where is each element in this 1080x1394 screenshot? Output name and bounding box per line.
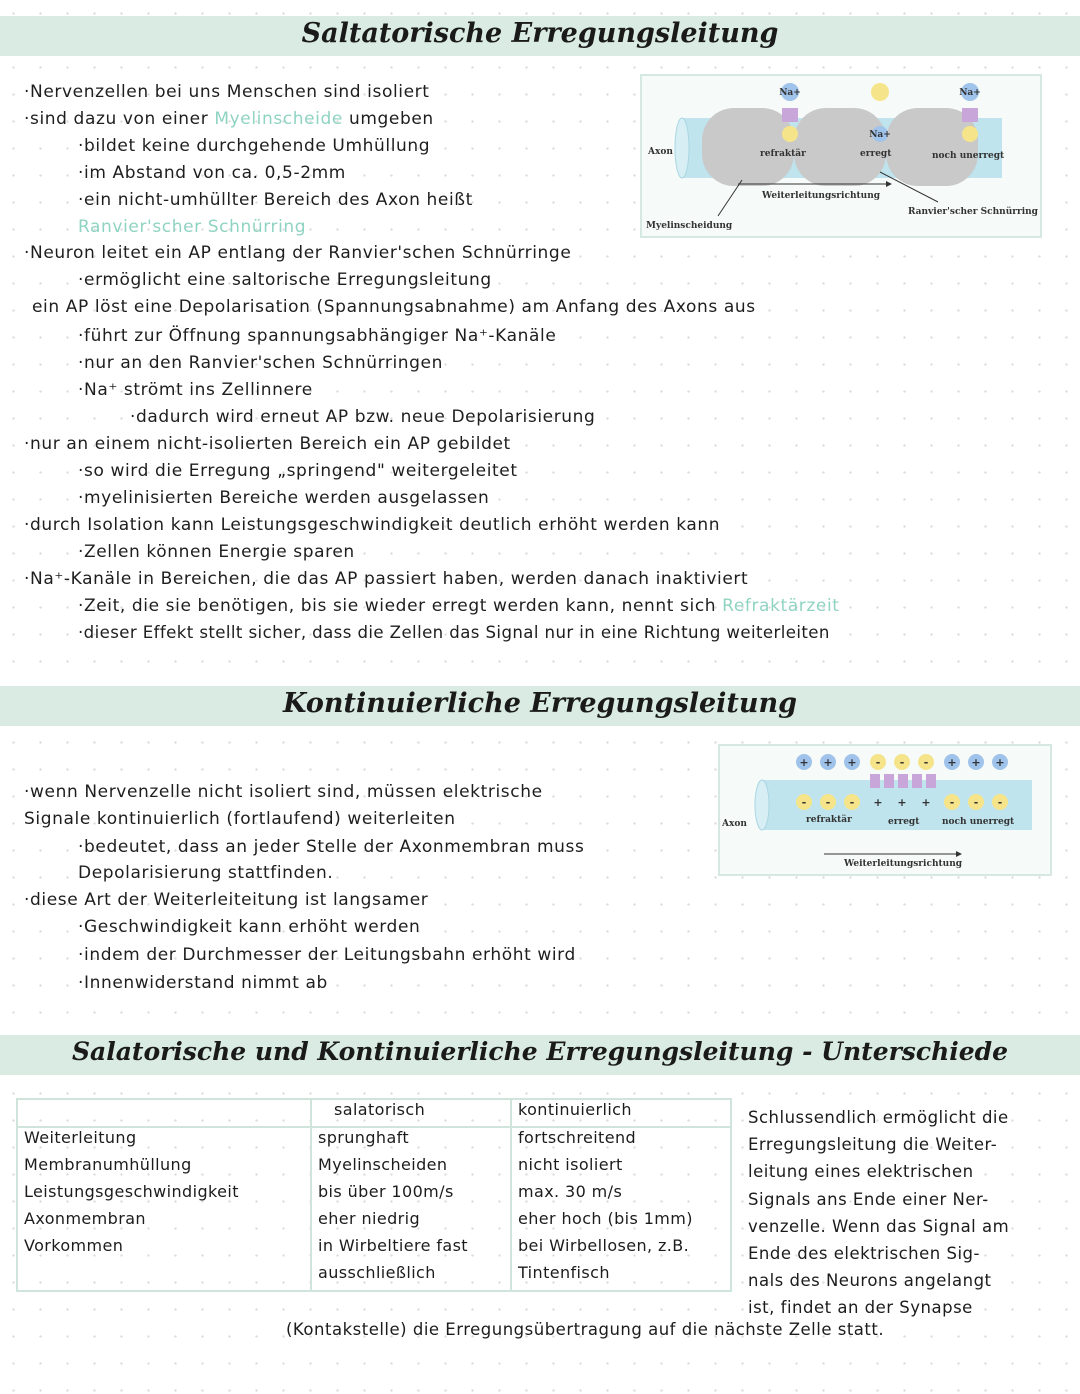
table-cell: Tintenfisch <box>511 1263 731 1291</box>
plus-sign: + <box>947 756 957 769</box>
axon-cut <box>675 118 689 178</box>
comparison-table <box>16 1098 732 1292</box>
na-channel-icon <box>782 108 798 122</box>
na-channel-icon <box>898 774 908 788</box>
note-line: Signale kontinuierlich (fortlaufend) weiterleiten <box>24 809 456 829</box>
direction-label: Weiterleitungsrichtung <box>762 191 881 201</box>
table-cell: bei Wirbellosen, z.B. <box>511 1236 731 1263</box>
myelin-label: Myelinscheidung <box>646 221 733 231</box>
note-line: ·dieser Effekt stellt sicher, dass die Zellen das Signal nur in eine Richtung weiterleiten <box>78 623 830 642</box>
na-channel-icon <box>884 774 894 788</box>
minus-sign: - <box>923 756 929 769</box>
negative-charge-icon <box>782 126 798 142</box>
direction-label: Weiterleitungsrichtung <box>844 859 963 869</box>
excited-label: erregt <box>888 817 920 827</box>
plus-sign: + <box>873 796 883 809</box>
table-cell: Leistungsgeschwindigkeit <box>17 1182 311 1209</box>
note-line: ·Geschwindigkeit kann erhöht werden <box>78 917 421 937</box>
table-cell: fortschreitend <box>511 1127 731 1155</box>
note-line: ·ermöglicht eine saltorische Erregungsleitung <box>78 270 492 290</box>
plus-sign: + <box>823 756 833 769</box>
negative-charge-icon <box>962 126 978 142</box>
table-cell: eher niedrig <box>311 1209 511 1236</box>
na-channel-icon <box>870 774 880 788</box>
plus-sign: + <box>971 756 981 769</box>
table-cell <box>17 1263 311 1291</box>
table-cell: Membranumhüllung <box>17 1155 311 1182</box>
note-line: ·Neuron leitet ein AP entlang der Ranvier'schen Schnürringe <box>24 243 572 263</box>
note-line: ·Zellen können Energie sparen <box>78 542 355 562</box>
summary-line: nals des Neurons angelangt <box>748 1271 992 1291</box>
summary-line: Signals ans Ende einer Ner- <box>748 1189 989 1209</box>
table-cell: ausschließlich <box>311 1263 511 1291</box>
note-line: ·Innenwiderstand nimmt ab <box>78 973 328 993</box>
sodium-label: Na+ <box>959 88 981 98</box>
na-channel-icon <box>912 774 922 788</box>
excited-label: erregt <box>860 149 892 159</box>
table-cell: Weiterleitung <box>17 1127 311 1155</box>
note-line: ·bildet keine durchgehende Umhüllung <box>78 136 431 156</box>
direction-arrow-head <box>886 181 892 187</box>
note-line: ·so wird die Erregung „springend" weitergeleitet <box>78 461 518 481</box>
minus-sign: - <box>825 796 831 809</box>
summary-line: Schlussendlich ermöglicht die <box>748 1108 1009 1127</box>
saltatory-conduction-diagram <box>640 74 1042 238</box>
note-line: ·durch Isolation kann Leistungsgeschwindigkeit deutlich erhöht werden kann <box>24 515 721 535</box>
note-text: ·Zeit, die sie benötigen, bis sie wieder erregt werden kann, nennt sich <box>78 596 717 616</box>
not-excited-label: noch unerregt <box>942 817 1015 827</box>
note-line: ein AP löst eine Depolarisation (Spannungsabnahme) am Anfang des Axons aus <box>32 297 756 317</box>
note-line: ·Nervenzellen bei uns Menschen sind isoliert <box>24 82 430 102</box>
note-line: ·führt zur Öffnung spannungsabhängiger Na⁺-Kanäle <box>78 326 557 346</box>
note-text: ·sind dazu von einer <box>24 109 209 129</box>
refractory-label: refraktär <box>760 149 806 159</box>
myelin-segment-2 <box>794 108 886 186</box>
note-line: ·indem der Durchmesser der Leitungsbahn erhöht wird <box>78 945 576 965</box>
summary-line: leitung eines elektrischen <box>748 1162 974 1182</box>
na-channels <box>870 774 936 788</box>
minus-sign: - <box>973 796 979 809</box>
note-line: ·wenn Nervenzelle nicht isoliert sind, müssen elektrische <box>24 782 543 802</box>
table-cell: sprunghaft <box>311 1127 511 1155</box>
minus-sign: - <box>849 796 855 809</box>
table-row <box>17 1209 731 1236</box>
negative-charge-icon <box>871 83 889 101</box>
plus-sign: + <box>921 796 931 809</box>
note-line <box>78 596 840 616</box>
plus-sign: + <box>799 756 809 769</box>
axon-label: Axon <box>722 819 747 829</box>
na-channel-icon <box>962 108 978 122</box>
note-line: ·Na⁺-Kanäle in Bereichen, die das AP passiert haben, werden danach inaktiviert <box>24 569 749 589</box>
table-cell: bis über 100m/s <box>311 1182 511 1209</box>
plus-sign: + <box>897 796 907 809</box>
table-cell: Myelinscheiden <box>311 1155 511 1182</box>
node-label: Ranvier'scher Schnürring <box>908 207 1038 217</box>
na-channel-icon <box>926 774 936 788</box>
minus-sign: - <box>997 796 1003 809</box>
table-row <box>17 1263 731 1291</box>
myelin-segment-1 <box>702 108 794 186</box>
table-row <box>17 1155 731 1182</box>
plus-sign: + <box>847 756 857 769</box>
summary-line: Ende des elektrischen Sig- <box>748 1244 980 1264</box>
highlight-term-ranvier: Ranvier'scher Schnürring <box>78 217 307 237</box>
summary-line: Erregungsleitung die Weiter- <box>748 1135 998 1155</box>
note-line: ·diese Art der Weiterleiteitung ist langsamer <box>24 890 429 910</box>
table-row <box>17 1236 731 1263</box>
table-row <box>17 1127 731 1155</box>
note-line: Depolarisierung stattfinden. <box>78 863 334 883</box>
sodium-label: Na+ <box>869 130 891 140</box>
table-row <box>17 1182 731 1209</box>
table-cell: eher hoch (bis 1mm) <box>511 1209 731 1236</box>
summary-tail-line: (Kontakstelle) die Erregungsübertragung auf die nächste Zelle statt. <box>286 1320 885 1339</box>
continuous-conduction-diagram <box>718 744 1052 876</box>
table-cell: Vorkommen <box>17 1236 311 1263</box>
section-title-differences: Salatorische und Kontinuierliche Erregungsleitung - Unterschiede <box>71 1037 1009 1066</box>
sodium-label: Na+ <box>779 88 801 98</box>
note-line: ·nur an den Ranvier'schen Schnürringen <box>78 353 443 373</box>
note-line: ·im Abstand von ca. 0,5-2mm <box>78 163 346 183</box>
note-text: umgeben <box>348 109 434 129</box>
note-line: ·bedeutet, dass an jeder Stelle der Axonmembran muss <box>78 837 585 857</box>
section-title-saltatory: Saltatorische Erregungsleitung <box>301 18 779 49</box>
table-cell: max. 30 m/s <box>511 1182 731 1209</box>
direction-arrow-head <box>956 851 962 857</box>
minus-sign: - <box>875 756 881 769</box>
note-line: ·nur an einem nicht-isolierten Bereich ein AP gebildet <box>24 434 511 454</box>
plus-sign: + <box>995 756 1005 769</box>
table-header-cell: kontinuierlich <box>511 1099 731 1127</box>
table-header-cell <box>17 1099 311 1127</box>
note-line <box>24 109 434 129</box>
table-header-cell: salatorisch <box>311 1099 511 1127</box>
note-line: ·dadurch wird erneut AP bzw. neue Depolarisierung <box>130 407 596 427</box>
table-header-row <box>17 1099 731 1127</box>
highlight-term-refraktaerzeit: Refraktärzeit <box>722 596 840 616</box>
minus-sign: - <box>899 756 905 769</box>
table-cell: nicht isoliert <box>511 1155 731 1182</box>
summary-line: venzelle. Wenn das Signal am <box>748 1216 1010 1236</box>
table-cell: in Wirbeltiere fast <box>311 1236 511 1263</box>
axon-cut <box>755 780 769 830</box>
refractory-label: refraktär <box>806 815 852 825</box>
summary-line: ist, findet an der Synapse <box>748 1298 973 1318</box>
table-cell: Axonmembran <box>17 1209 311 1236</box>
highlight-term-myelinscheide: Myelinscheide <box>214 109 343 129</box>
note-line: ·ein nicht-umhüllter Bereich des Axon heißt <box>78 190 473 210</box>
section-title-continuous: Kontinuierliche Erregungsleitung <box>282 688 798 719</box>
note-line: ·myelinisierten Bereiche werden ausgelassen <box>78 488 490 508</box>
summary-paragraph <box>748 1104 1078 1322</box>
minus-sign: - <box>801 796 807 809</box>
axon-label: Axon <box>648 147 673 157</box>
minus-sign: - <box>949 796 955 809</box>
note-line: ·Na⁺ strömt ins Zellinnere <box>78 380 313 400</box>
not-excited-label: noch unerregt <box>932 151 1005 161</box>
